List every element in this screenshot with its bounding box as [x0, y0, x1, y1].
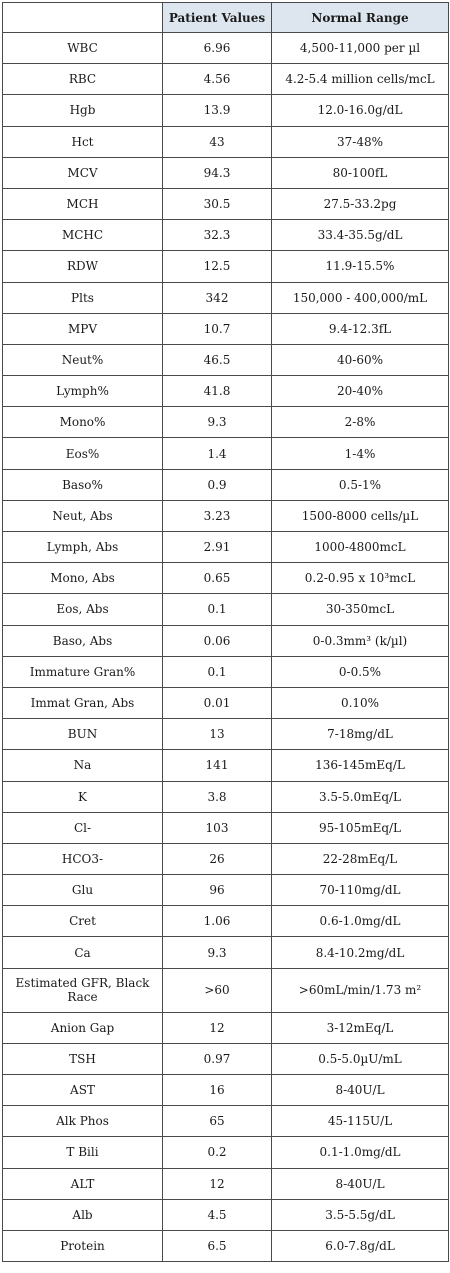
table-row [3, 282, 449, 313]
patient-value-cell: 13.9 [163, 95, 272, 126]
header-normal-range: Normal Range [272, 3, 449, 33]
patient-value-cell: 46.5 [163, 344, 272, 375]
table-row [3, 875, 449, 906]
normal-range-cell: 0-0.3mm³ (k/µl) [272, 625, 449, 656]
normal-range-cell: 3-12mEq/L [272, 1012, 449, 1043]
normal-range-cell: 22-28mEq/L [272, 843, 449, 874]
table-row [3, 407, 449, 438]
normal-range-cell: 8-40U/L [272, 1168, 449, 1199]
table-row [3, 781, 449, 812]
test-name-cell: RDW [3, 251, 163, 282]
patient-value-cell: 41.8 [163, 376, 272, 407]
test-name-cell: TSH [3, 1043, 163, 1074]
table-row [3, 812, 449, 843]
table-row [3, 157, 449, 188]
test-name-cell: Lymph, Abs [3, 532, 163, 563]
test-name-cell: Hgb [3, 95, 163, 126]
test-name-cell: Anion Gap [3, 1012, 163, 1043]
normal-range-cell: 136-145mEq/L [272, 750, 449, 781]
normal-range-cell: >60mL/min/1.73 m² [272, 968, 449, 1012]
patient-value-cell: 9.3 [163, 407, 272, 438]
table-row [3, 1106, 449, 1137]
normal-range-cell: 27.5-33.2pg [272, 188, 449, 219]
patient-value-cell: 141 [163, 750, 272, 781]
table-row [3, 594, 449, 625]
table-row [3, 64, 449, 95]
table-row [3, 500, 449, 531]
patient-value-cell: 10.7 [163, 313, 272, 344]
table-row [3, 126, 449, 157]
table-row [3, 937, 449, 968]
normal-range-cell: 0.5-1% [272, 469, 449, 500]
test-name-cell: Glu [3, 875, 163, 906]
patient-value-cell: 3.8 [163, 781, 272, 812]
patient-value-cell: 6.5 [163, 1230, 272, 1261]
normal-range-cell: 11.9-15.5% [272, 251, 449, 282]
patient-value-cell: 342 [163, 282, 272, 313]
test-name-cell: Ca [3, 937, 163, 968]
table-row [3, 843, 449, 874]
table-row [3, 687, 449, 718]
test-name-cell: Alk Phos [3, 1106, 163, 1137]
test-name-cell: Neut, Abs [3, 500, 163, 531]
test-name-cell: Alb [3, 1199, 163, 1230]
table-row [3, 968, 449, 1012]
test-name-cell: Baso% [3, 469, 163, 500]
table-row [3, 438, 449, 469]
table-row [3, 1043, 449, 1074]
patient-value-cell: 0.9 [163, 469, 272, 500]
normal-range-cell: 8.4-10.2mg/dL [272, 937, 449, 968]
table-row [3, 1075, 449, 1106]
normal-range-cell: 70-110mg/dL [272, 875, 449, 906]
table-row [3, 376, 449, 407]
patient-value-cell: 1.4 [163, 438, 272, 469]
normal-range-cell: 12.0-16.0g/dL [272, 95, 449, 126]
patient-value-cell: 13 [163, 719, 272, 750]
header-test-name [3, 3, 163, 33]
test-name-cell: BUN [3, 719, 163, 750]
table-row [3, 1012, 449, 1043]
patient-value-cell: 32.3 [163, 220, 272, 251]
normal-range-cell: 0.1-1.0mg/dL [272, 1137, 449, 1168]
normal-range-cell: 1000-4800mcL [272, 532, 449, 563]
normal-range-cell: 45-115U/L [272, 1106, 449, 1137]
patient-value-cell: 2.91 [163, 532, 272, 563]
table-body [3, 33, 449, 1262]
test-name-cell: Protein [3, 1230, 163, 1261]
test-name-cell: Mono% [3, 407, 163, 438]
table-row [3, 656, 449, 687]
table-row [3, 1168, 449, 1199]
table-row [3, 33, 449, 64]
test-name-cell: MCHC [3, 220, 163, 251]
normal-range-cell: 95-105mEq/L [272, 812, 449, 843]
normal-range-cell: 0.2-0.95 x 10³mcL [272, 563, 449, 594]
test-name-cell: MCH [3, 188, 163, 219]
table-row [3, 532, 449, 563]
normal-range-cell: 7-18mg/dL [272, 719, 449, 750]
test-name-cell: Na [3, 750, 163, 781]
test-name-cell: Neut% [3, 344, 163, 375]
patient-value-cell: 26 [163, 843, 272, 874]
table-row [3, 625, 449, 656]
test-name-cell: MCV [3, 157, 163, 188]
patient-value-cell: 12 [163, 1012, 272, 1043]
patient-value-cell: 94.3 [163, 157, 272, 188]
table-row [3, 313, 449, 344]
test-name-cell: Immature Gran% [3, 656, 163, 687]
patient-value-cell: 4.56 [163, 64, 272, 95]
normal-range-cell: 3.5-5.5g/dL [272, 1199, 449, 1230]
normal-range-cell: 0.10% [272, 687, 449, 718]
normal-range-cell: 150,000 - 400,000/mL [272, 282, 449, 313]
patient-value-cell: 6.96 [163, 33, 272, 64]
table-header-row [3, 3, 449, 33]
normal-range-cell: 4,500-11,000 per µl [272, 33, 449, 64]
test-name-cell: T Bili [3, 1137, 163, 1168]
table-row [3, 1230, 449, 1261]
normal-range-cell: 30-350mcL [272, 594, 449, 625]
test-name-cell: Hct [3, 126, 163, 157]
table-row [3, 188, 449, 219]
test-name-cell: Eos, Abs [3, 594, 163, 625]
test-name-cell: Plts [3, 282, 163, 313]
normal-range-cell: 37-48% [272, 126, 449, 157]
normal-range-cell: 80-100fL [272, 157, 449, 188]
normal-range-cell: 1500-8000 cells/µL [272, 500, 449, 531]
patient-value-cell: 0.01 [163, 687, 272, 718]
patient-value-cell: 1.06 [163, 906, 272, 937]
patient-value-cell: 65 [163, 1106, 272, 1137]
table-row [3, 95, 449, 126]
normal-range-cell: 0-0.5% [272, 656, 449, 687]
patient-value-cell: 12 [163, 1168, 272, 1199]
normal-range-cell: 33.4-35.5g/dL [272, 220, 449, 251]
patient-value-cell: 103 [163, 812, 272, 843]
test-name-cell: ALT [3, 1168, 163, 1199]
normal-range-cell: 3.5-5.0mEq/L [272, 781, 449, 812]
table-row [3, 750, 449, 781]
lab-results-table [2, 2, 449, 1262]
normal-range-cell: 2-8% [272, 407, 449, 438]
patient-value-cell: 0.06 [163, 625, 272, 656]
table-row [3, 1199, 449, 1230]
patient-value-cell: 30.5 [163, 188, 272, 219]
patient-value-cell: 43 [163, 126, 272, 157]
test-name-cell: AST [3, 1075, 163, 1106]
test-name-cell: WBC [3, 33, 163, 64]
table-row [3, 719, 449, 750]
patient-value-cell: 12.5 [163, 251, 272, 282]
test-name-cell: Cl- [3, 812, 163, 843]
table-row [3, 344, 449, 375]
normal-range-cell: 8-40U/L [272, 1075, 449, 1106]
patient-value-cell: 0.65 [163, 563, 272, 594]
table-row [3, 563, 449, 594]
patient-value-cell: 4.5 [163, 1199, 272, 1230]
normal-range-cell: 20-40% [272, 376, 449, 407]
patient-value-cell: >60 [163, 968, 272, 1012]
test-name-cell: Immat Gran, Abs [3, 687, 163, 718]
normal-range-cell: 0.5-5.0µU/mL [272, 1043, 449, 1074]
table-row [3, 906, 449, 937]
patient-value-cell: 0.1 [163, 594, 272, 625]
test-name-cell: HCO3- [3, 843, 163, 874]
table-row [3, 220, 449, 251]
patient-value-cell: 96 [163, 875, 272, 906]
normal-range-cell: 40-60% [272, 344, 449, 375]
test-name-cell: Cret [3, 906, 163, 937]
normal-range-cell: 9.4-12.3fL [272, 313, 449, 344]
patient-value-cell: 3.23 [163, 500, 272, 531]
normal-range-cell: 0.6-1.0mg/dL [272, 906, 449, 937]
table-row [3, 1137, 449, 1168]
test-name-cell: Eos% [3, 438, 163, 469]
test-name-cell: Lymph% [3, 376, 163, 407]
patient-value-cell: 0.2 [163, 1137, 272, 1168]
patient-value-cell: 0.97 [163, 1043, 272, 1074]
test-name-cell: MPV [3, 313, 163, 344]
table-row [3, 469, 449, 500]
test-name-cell: RBC [3, 64, 163, 95]
normal-range-cell: 6.0-7.8g/dL [272, 1230, 449, 1261]
normal-range-cell: 4.2-5.4 million cells/mcL [272, 64, 449, 95]
patient-value-cell: 0.1 [163, 656, 272, 687]
test-name-cell: Baso, Abs [3, 625, 163, 656]
table-row [3, 251, 449, 282]
header-patient-values: Patient Values [163, 3, 272, 33]
patient-value-cell: 9.3 [163, 937, 272, 968]
test-name-cell: K [3, 781, 163, 812]
patient-value-cell: 16 [163, 1075, 272, 1106]
test-name-cell: Mono, Abs [3, 563, 163, 594]
test-name-cell: Estimated GFR, Black Race [3, 968, 163, 1012]
normal-range-cell: 1-4% [272, 438, 449, 469]
